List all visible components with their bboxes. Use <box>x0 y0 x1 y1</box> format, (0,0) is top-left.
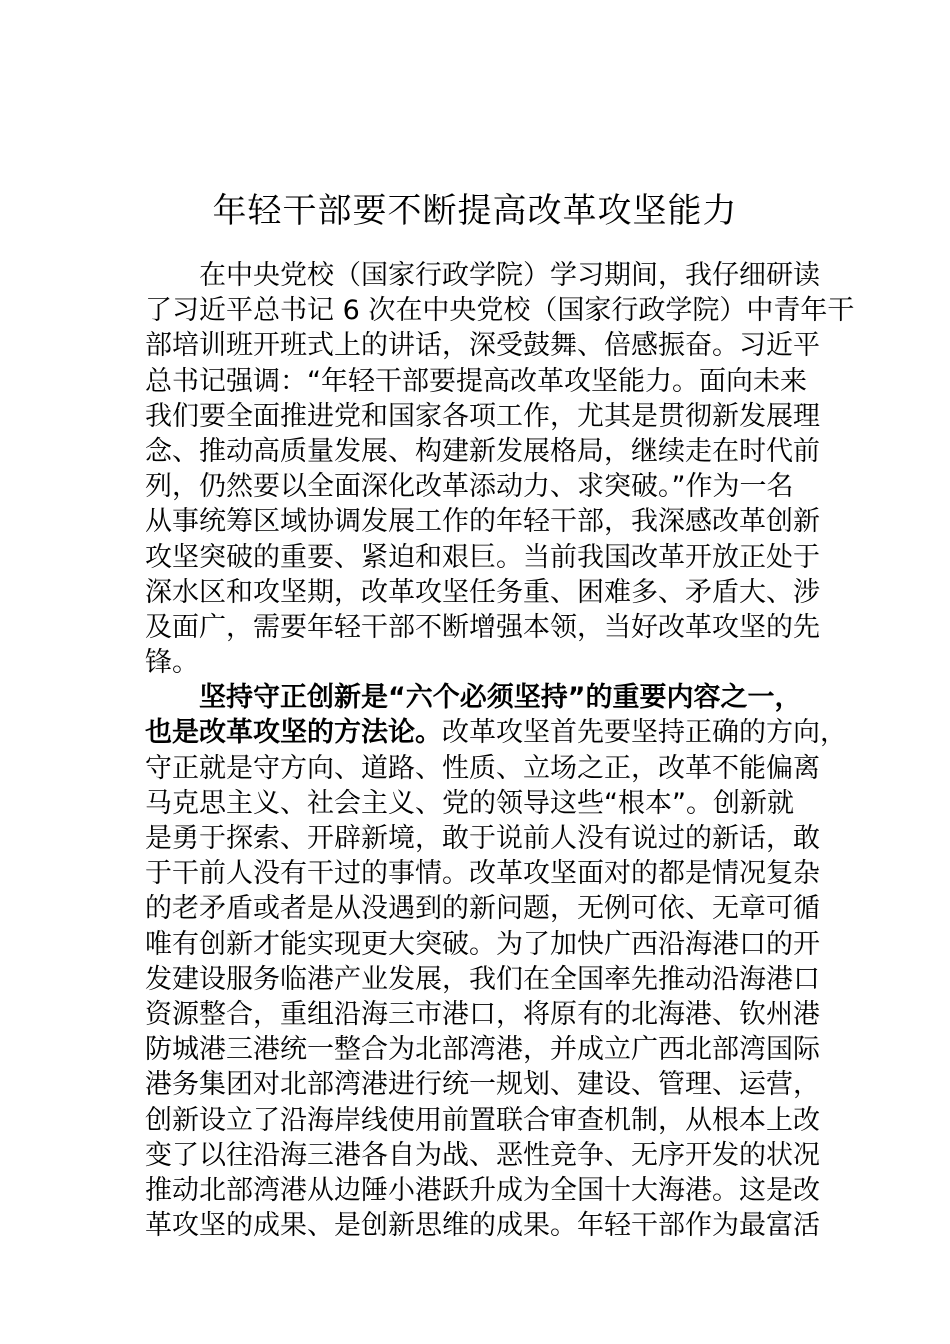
text-line: 念、推动高质量发展、构建新发展格局，继续走在时代前 <box>145 435 820 467</box>
text-line: 的老矛盾或者是从没遇到的新问题，无例可依、无章可循 <box>145 893 820 925</box>
text-line: 我们要全面推进党和国家各项工作，尤其是贯彻新发展理 <box>145 400 820 432</box>
text-line: 攻坚突破的重要、紧迫和艰巨。当前我国改革开放正处于 <box>145 541 820 573</box>
text-line: 资源整合，重组沿海三市港口，将原有的北海港、钦州港 <box>145 998 820 1030</box>
text-line: 锋。 <box>145 647 199 679</box>
text-line: 守正就是守方向、道路、性质、立场之正，改革不能偏离 <box>145 752 820 784</box>
text-line: 了习近平总书记 6 次在中央党校（国家行政学院）中青年干 <box>145 295 855 327</box>
bold-lead-sentence: 坚持守正创新是“六个必须坚持”的重要内容之一， <box>199 682 802 714</box>
bold-lead-sentence-end: 也是改革攻坚的方法论。 <box>145 717 442 749</box>
text-line: 发建设服务临港产业发展，我们在全国率先推动沿海港口 <box>145 963 820 995</box>
text-line: 于干前人没有干过的事情。改革攻坚面对的都是情况复杂 <box>145 858 820 890</box>
document-title: 年轻干部要不断提高改革攻坚能力 <box>212 190 738 231</box>
text-line: 是勇于探索、开辟新境，敢于说前人没有说过的新话，敢 <box>145 823 820 854</box>
text-line: 马克思主义、社会主义、党的领导这些“根本”。创新就 <box>145 787 794 819</box>
text-line: 推动北部湾港从边陲小港跃升成为全国十大海港。这是改 <box>145 1174 820 1206</box>
text-line: 深水区和攻坚期，改革攻坚任务重、困难多、矛盾大、涉 <box>145 576 820 608</box>
text-line-mixed <box>145 715 847 750</box>
text-line: 部培训班开班式上的讲话，深受鼓舞、倍感振奋。习近平 <box>145 330 820 362</box>
text-line: 列，仍然要以全面深化改革添动力、求突破。”作为一名 <box>145 471 794 503</box>
text-line-continuation: 改革攻坚首先要坚持正确的方向， <box>442 717 847 749</box>
text-line: 总书记强调：“年轻干部要提高改革攻坚能力。面向未来 <box>145 365 807 397</box>
text-line: 在中央党校（国家行政学院）学习期间，我仔细研读 <box>199 260 820 291</box>
text-line: 革攻坚的成果、是创新思维的成果。年轻干部作为最富活 <box>145 1210 820 1242</box>
text-line: 变了以往沿海三港各自为战、恶性竞争、无序开发的状况 <box>145 1139 820 1171</box>
text-line: 港务集团对北部湾港进行统一规划、建设、管理、运营， <box>145 1069 820 1101</box>
text-line: 创新设立了沿海岸线使用前置联合审查机制，从根本上改 <box>145 1104 820 1136</box>
text-line: 唯有创新才能实现更大突破。为了加快广西沿海港口的开 <box>145 928 820 960</box>
document-body <box>145 258 855 1243</box>
text-line: 及面广，需要年轻干部不断增强本领，当好改革攻坚的先 <box>145 611 820 643</box>
text-line: 从事统筹区域协调发展工作的年轻干部，我深感改革创新 <box>145 506 820 538</box>
text-line: 防城港三港统一整合为北部湾港，并成立广西北部湾国际 <box>145 1034 820 1066</box>
